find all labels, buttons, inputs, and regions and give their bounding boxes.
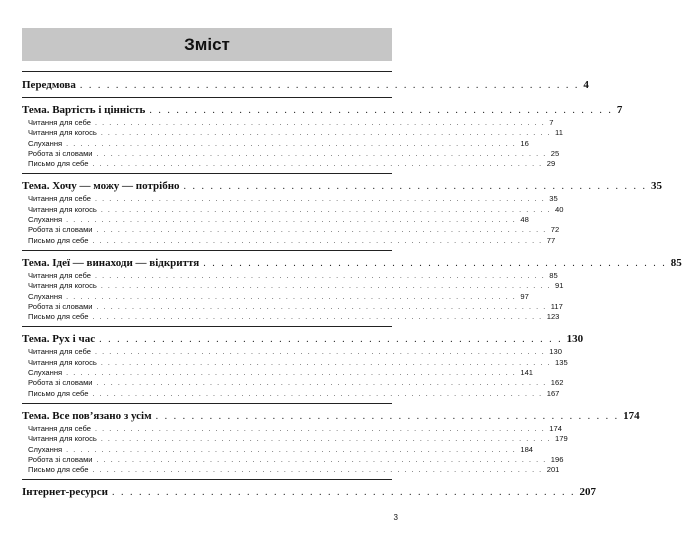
leader-dots: . . . . . . . . . . . . . . . . . . . . . . . . . . . . . . . . . . . . . . . . . . . . . . . . . . . . . . . . . . . . . . . .	[66, 140, 517, 148]
toc-sub-page: 7	[549, 118, 554, 127]
toc-topic-page: 174	[623, 409, 640, 422]
toc-sub-label: Письмо для себе	[28, 159, 89, 169]
toc-entry-intro[interactable]	[22, 78, 589, 93]
toc-sub-page: 117	[550, 301, 563, 311]
toc-sub-entry[interactable]	[22, 128, 563, 138]
leader-dots: . . . . . . . . . . . . . . . . . . . . . . . . . . . . . . . . . . . . . . . . . . . . . . . . . . . . . . . . . . . . . . . .	[92, 237, 543, 245]
toc-topic-entry[interactable]	[22, 409, 640, 424]
leader-dots: . . . . . . . . . . . . . . . . . . . . . . . . . . . . . . . . . . . . . . . . . . . . . . . . . . . .	[149, 105, 613, 116]
leader-dots: . . . . . . . . . . . . . . . . . . . . . . . . . . . . . . . . . . . . . . . . . . . . . . . . . . . .	[183, 181, 648, 193]
page-title: Зміст	[184, 34, 230, 54]
toc-sub-label: Письмо для себе	[28, 388, 89, 398]
leader-dots: . . . . . . . . . . . . . . . . . . . . . . . . . . . . . . . . . . . . . . . . . . . . . . . . . . . .	[99, 334, 563, 346]
toc-sub-page: 135	[555, 357, 568, 367]
toc-sub-entry[interactable]	[22, 148, 560, 159]
toc-sub-entry[interactable]	[22, 378, 564, 388]
toc-sub-page: 141	[520, 368, 534, 378]
leader-dots: . . . . . . . . . . . . . . . . . . . . . . . . . . . . . . . . . . . . . . . . . . . . . . . . . . . .	[155, 410, 620, 422]
toc-sub-label: Читання для себе	[28, 423, 92, 433]
toc-entry-label: Інтернет-ресурси	[22, 486, 109, 499]
leader-dots: . . . . . . . . . . . . . . . . . . . . . . . . . . . . . . . . . . . . . . . . . . . . . . . . . . . . . . . . . . . . . . . .	[95, 425, 546, 433]
toc-sub-page: 77	[546, 235, 556, 245]
title-bar	[22, 28, 392, 61]
leader-dots: . . . . . . . . . . . . . . . . . . . . . . . . . . . . . . . . . . . . . . . . . . . . . . . . . . . . . . . . . . . . . . . .	[92, 314, 543, 322]
leader-dots: . . . . . . . . . . . . . . . . . . . . . . . . . . . . . . . . . . . . . . . . . . . . . . . . . . . . . . . . . . . . . . . .	[95, 272, 546, 280]
toc-sub-entry[interactable]	[22, 454, 564, 465]
toc-topic-label: Тема. Ідеї — винаходи — відкриття	[22, 256, 200, 269]
toc-sub-entry[interactable]	[22, 388, 560, 399]
toc-topic-page: 85	[670, 256, 682, 269]
toc-sub-entry[interactable]	[22, 194, 558, 204]
toc-sub-entry[interactable]	[22, 225, 560, 235]
toc-sub-label: Письмо для себе	[28, 465, 89, 475]
leader-dots: . . . . . . . . . . . . . . . . . . . . . . . . . . . . . . . . . . . . . . . . . . . . . . . . . . . . . . . . . . . . . . . .	[92, 467, 543, 475]
toc-sub-label: Читання для когось	[28, 281, 97, 291]
toc-sub-entry[interactable]	[22, 215, 529, 225]
toc-sub-label: Робота зі словами	[28, 378, 93, 388]
toc-entry-page: 207	[579, 486, 597, 499]
toc-sub-label: Читання для себе	[28, 270, 92, 280]
toc-section-3	[22, 250, 682, 322]
toc-sub-page: 35	[549, 194, 558, 204]
toc-sub-page: 25	[550, 148, 560, 158]
toc-sub-label: Письмо для себе	[28, 312, 89, 322]
leader-dots: . . . . . . . . . . . . . . . . . . . . . . . . . . . . . . . . . . . . . . . . . . . . . . . . . . . . . . . . . . . . . . . .	[66, 446, 517, 454]
toc-sub-entry[interactable]	[22, 301, 563, 312]
leader-dots: . . . . . . . . . . . . . . . . . . . . . . . . . . . . . . . . . . . . . . . . . . . . . . . . . . . .	[112, 487, 576, 499]
table-of-contents	[22, 71, 682, 500]
toc-sub-page: 72	[550, 225, 560, 235]
toc-sub-page: 179	[555, 434, 568, 444]
leader-dots: . . . . . . . . . . . . . . . . . . . . . . . . . . . . . . . . . . . . . . . . . . . . . . . . . . . . . . . . . . . . . . . .	[96, 456, 547, 464]
toc-sub-page: 130	[549, 347, 562, 357]
toc-topic-entry[interactable]	[22, 256, 682, 271]
toc-sub-label: Робота зі словами	[28, 301, 93, 311]
toc-sub-page: 40	[555, 204, 564, 214]
toc-section-2	[22, 173, 663, 245]
toc-topic-label: Тема. Хочу — можу — потрібно	[22, 180, 180, 193]
toc-sub-page: 196	[550, 454, 564, 464]
leader-dots: . . . . . . . . . . . . . . . . . . . . . . . . . . . . . . . . . . . . . . . . . . . . . . . . . . . . . . . . . . . . . . . .	[66, 293, 517, 301]
toc-sub-label: Читання для когось	[28, 128, 97, 138]
leader-dots: . . . . . . . . . . . . . . . . . . . . . . . . . . . . . . . . . . . . . . . . . . . . . . . . . . . . . . . . . . . . . . . .	[96, 150, 547, 158]
leader-dots: . . . . . . . . . . . . . . . . . . . . . . . . . . . . . . . . . . . . . . . . . . . . . . . . . . . . . . . .	[79, 80, 580, 91]
toc-sub-entry[interactable]	[22, 465, 560, 475]
toc-sub-entry[interactable]	[22, 434, 568, 444]
toc-sub-label: Читання для когось	[28, 434, 97, 444]
toc-sub-label: Слухання	[28, 368, 63, 378]
toc-sub-entry[interactable]	[22, 270, 558, 281]
toc-sub-page: 11	[555, 128, 563, 138]
toc-topic-page: 35	[651, 180, 663, 193]
toc-sub-page: 16	[520, 138, 529, 148]
toc-sub-label: Читання для себе	[28, 347, 92, 357]
leader-dots: . . . . . . . . . . . . . . . . . . . . . . . . . . . . . . . . . . . . . . . . . . . . . . . . . . . . . . . . . . . . . . . .	[100, 283, 552, 291]
toc-sub-page: 29	[546, 159, 556, 169]
leader-dots: . . . . . . . . . . . . . . . . . . . . . . . . . . . . . . . . . . . . . . . . . . . . . . . . . . . . . . . . . . . . . . . .	[92, 161, 543, 169]
leader-dots: . . . . . . . . . . . . . . . . . . . . . . . . . . . . . . . . . . . . . . . . . . . . . . . . . . . .	[203, 257, 667, 269]
toc-sub-page: 162	[550, 378, 564, 388]
toc-sub-label: Робота зі словами	[28, 454, 93, 464]
toc-sub-entry[interactable]	[22, 368, 534, 378]
toc-sub-label: Читання для когось	[28, 357, 97, 367]
toc-section-1	[22, 97, 623, 169]
toc-sub-label: Письмо для себе	[28, 235, 89, 245]
toc-section-intro	[22, 71, 589, 93]
toc-sub-entry[interactable]	[22, 204, 564, 215]
toc-sub-label: Читання для когось	[28, 204, 97, 214]
leader-dots: . . . . . . . . . . . . . . . . . . . . . . . . . . . . . . . . . . . . . . . . . . . . . . . . . . . . . . . . . . . . . . . .	[92, 390, 543, 398]
toc-sub-page: 123	[546, 312, 560, 322]
toc-entry-page: 4	[583, 79, 589, 91]
toc-topic-entry[interactable]	[22, 179, 663, 194]
toc-sub-page: 85	[549, 270, 558, 280]
toc-sub-label: Слухання	[28, 291, 63, 301]
toc-sub-page: 184	[520, 444, 534, 454]
page-number: 3	[393, 513, 398, 522]
toc-topic-entry[interactable]	[22, 332, 584, 347]
leader-dots: . . . . . . . . . . . . . . . . . . . . . . . . . . . . . . . . . . . . . . . . . . . . . . . . . . . . . . . . . . . . . . . .	[100, 130, 552, 138]
toc-sub-entry[interactable]	[22, 118, 554, 128]
leader-dots: . . . . . . . . . . . . . . . . . . . . . . . . . . . . . . . . . . . . . . . . . . . . . . . . . . . . . . . . . . . . . . . .	[100, 436, 552, 444]
toc-sub-entry[interactable]	[22, 291, 529, 302]
toc-sub-page: 48	[520, 215, 529, 225]
toc-section-4	[22, 326, 584, 398]
toc-sub-page: 167	[546, 388, 560, 398]
leader-dots: . . . . . . . . . . . . . . . . . . . . . . . . . . . . . . . . . . . . . . . . . . . . . . . . . . . . . . . . . . . . . . . .	[66, 217, 517, 225]
toc-sub-label: Слухання	[28, 138, 63, 148]
toc-topic-label: Тема. Рух і час	[22, 333, 96, 346]
toc-entry-label: Передмова	[22, 79, 76, 91]
toc-sub-entry[interactable]	[22, 347, 562, 357]
toc-topic-page: 7	[616, 104, 623, 116]
toc-sub-page: 201	[546, 465, 560, 475]
toc-sub-entry[interactable]	[22, 235, 556, 246]
toc-topic-label: Тема. Все пов’язано з усім	[22, 409, 152, 422]
toc-sub-entry[interactable]	[22, 444, 534, 455]
toc-topic-page: 130	[566, 333, 584, 346]
leader-dots: . . . . . . . . . . . . . . . . . . . . . . . . . . . . . . . . . . . . . . . . . . . . . . . . . . . . . . . . . . . . . . . .	[100, 359, 552, 367]
leader-dots: . . . . . . . . . . . . . . . . . . . . . . . . . . . . . . . . . . . . . . . . . . . . . . . . . . . . . . . . . . . . . . . .	[96, 303, 547, 311]
leader-dots: . . . . . . . . . . . . . . . . . . . . . . . . . . . . . . . . . . . . . . . . . . . . . . . . . . . . . . . . . . . . . . . .	[96, 227, 547, 235]
toc-sub-page: 97	[520, 291, 529, 301]
toc-topic-label: Тема. Вартість і цінність	[22, 104, 146, 116]
leader-dots: . . . . . . . . . . . . . . . . . . . . . . . . . . . . . . . . . . . . . . . . . . . . . . . . . . . . . . . . . . . . . . . .	[95, 349, 546, 357]
toc-section-5	[22, 403, 640, 475]
toc-sub-label: Читання для себе	[28, 118, 92, 127]
toc-sub-label: Робота зі словами	[28, 148, 93, 158]
leader-dots: . . . . . . . . . . . . . . . . . . . . . . . . . . . . . . . . . . . . . . . . . . . . . . . . . . . . . . . . . . . . . . . .	[66, 370, 517, 378]
toc-entry-outro[interactable]	[22, 485, 597, 500]
toc-sub-entry[interactable]	[22, 312, 560, 322]
toc-sub-label: Читання для себе	[28, 194, 92, 204]
toc-sub-label: Слухання	[28, 215, 63, 225]
toc-sub-page: 174	[549, 423, 562, 433]
leader-dots: . . . . . . . . . . . . . . . . . . . . . . . . . . . . . . . . . . . . . . . . . . . . . . . . . . . . . . . . . . . . . . . .	[95, 120, 546, 127]
toc-sub-entry[interactable]	[22, 423, 562, 434]
toc-sub-label: Робота зі словами	[28, 225, 93, 235]
toc-sub-page: 91	[555, 281, 564, 291]
toc-sub-entry[interactable]	[22, 159, 556, 169]
leader-dots: . . . . . . . . . . . . . . . . . . . . . . . . . . . . . . . . . . . . . . . . . . . . . . . . . . . . . . . . . . . . . . . .	[96, 380, 547, 388]
toc-section-outro	[22, 479, 597, 500]
leader-dots: . . . . . . . . . . . . . . . . . . . . . . . . . . . . . . . . . . . . . . . . . . . . . . . . . . . . . . . . . . . . . . . .	[100, 206, 552, 214]
toc-sub-label: Слухання	[28, 444, 63, 454]
toc-sub-entry[interactable]	[22, 281, 564, 291]
leader-dots: . . . . . . . . . . . . . . . . . . . . . . . . . . . . . . . . . . . . . . . . . . . . . . . . . . . . . . . . . . . . . . . .	[95, 196, 546, 204]
toc-topic-entry[interactable]	[22, 103, 623, 118]
toc-sub-entry[interactable]	[22, 138, 529, 149]
toc-sub-entry[interactable]	[22, 357, 568, 368]
